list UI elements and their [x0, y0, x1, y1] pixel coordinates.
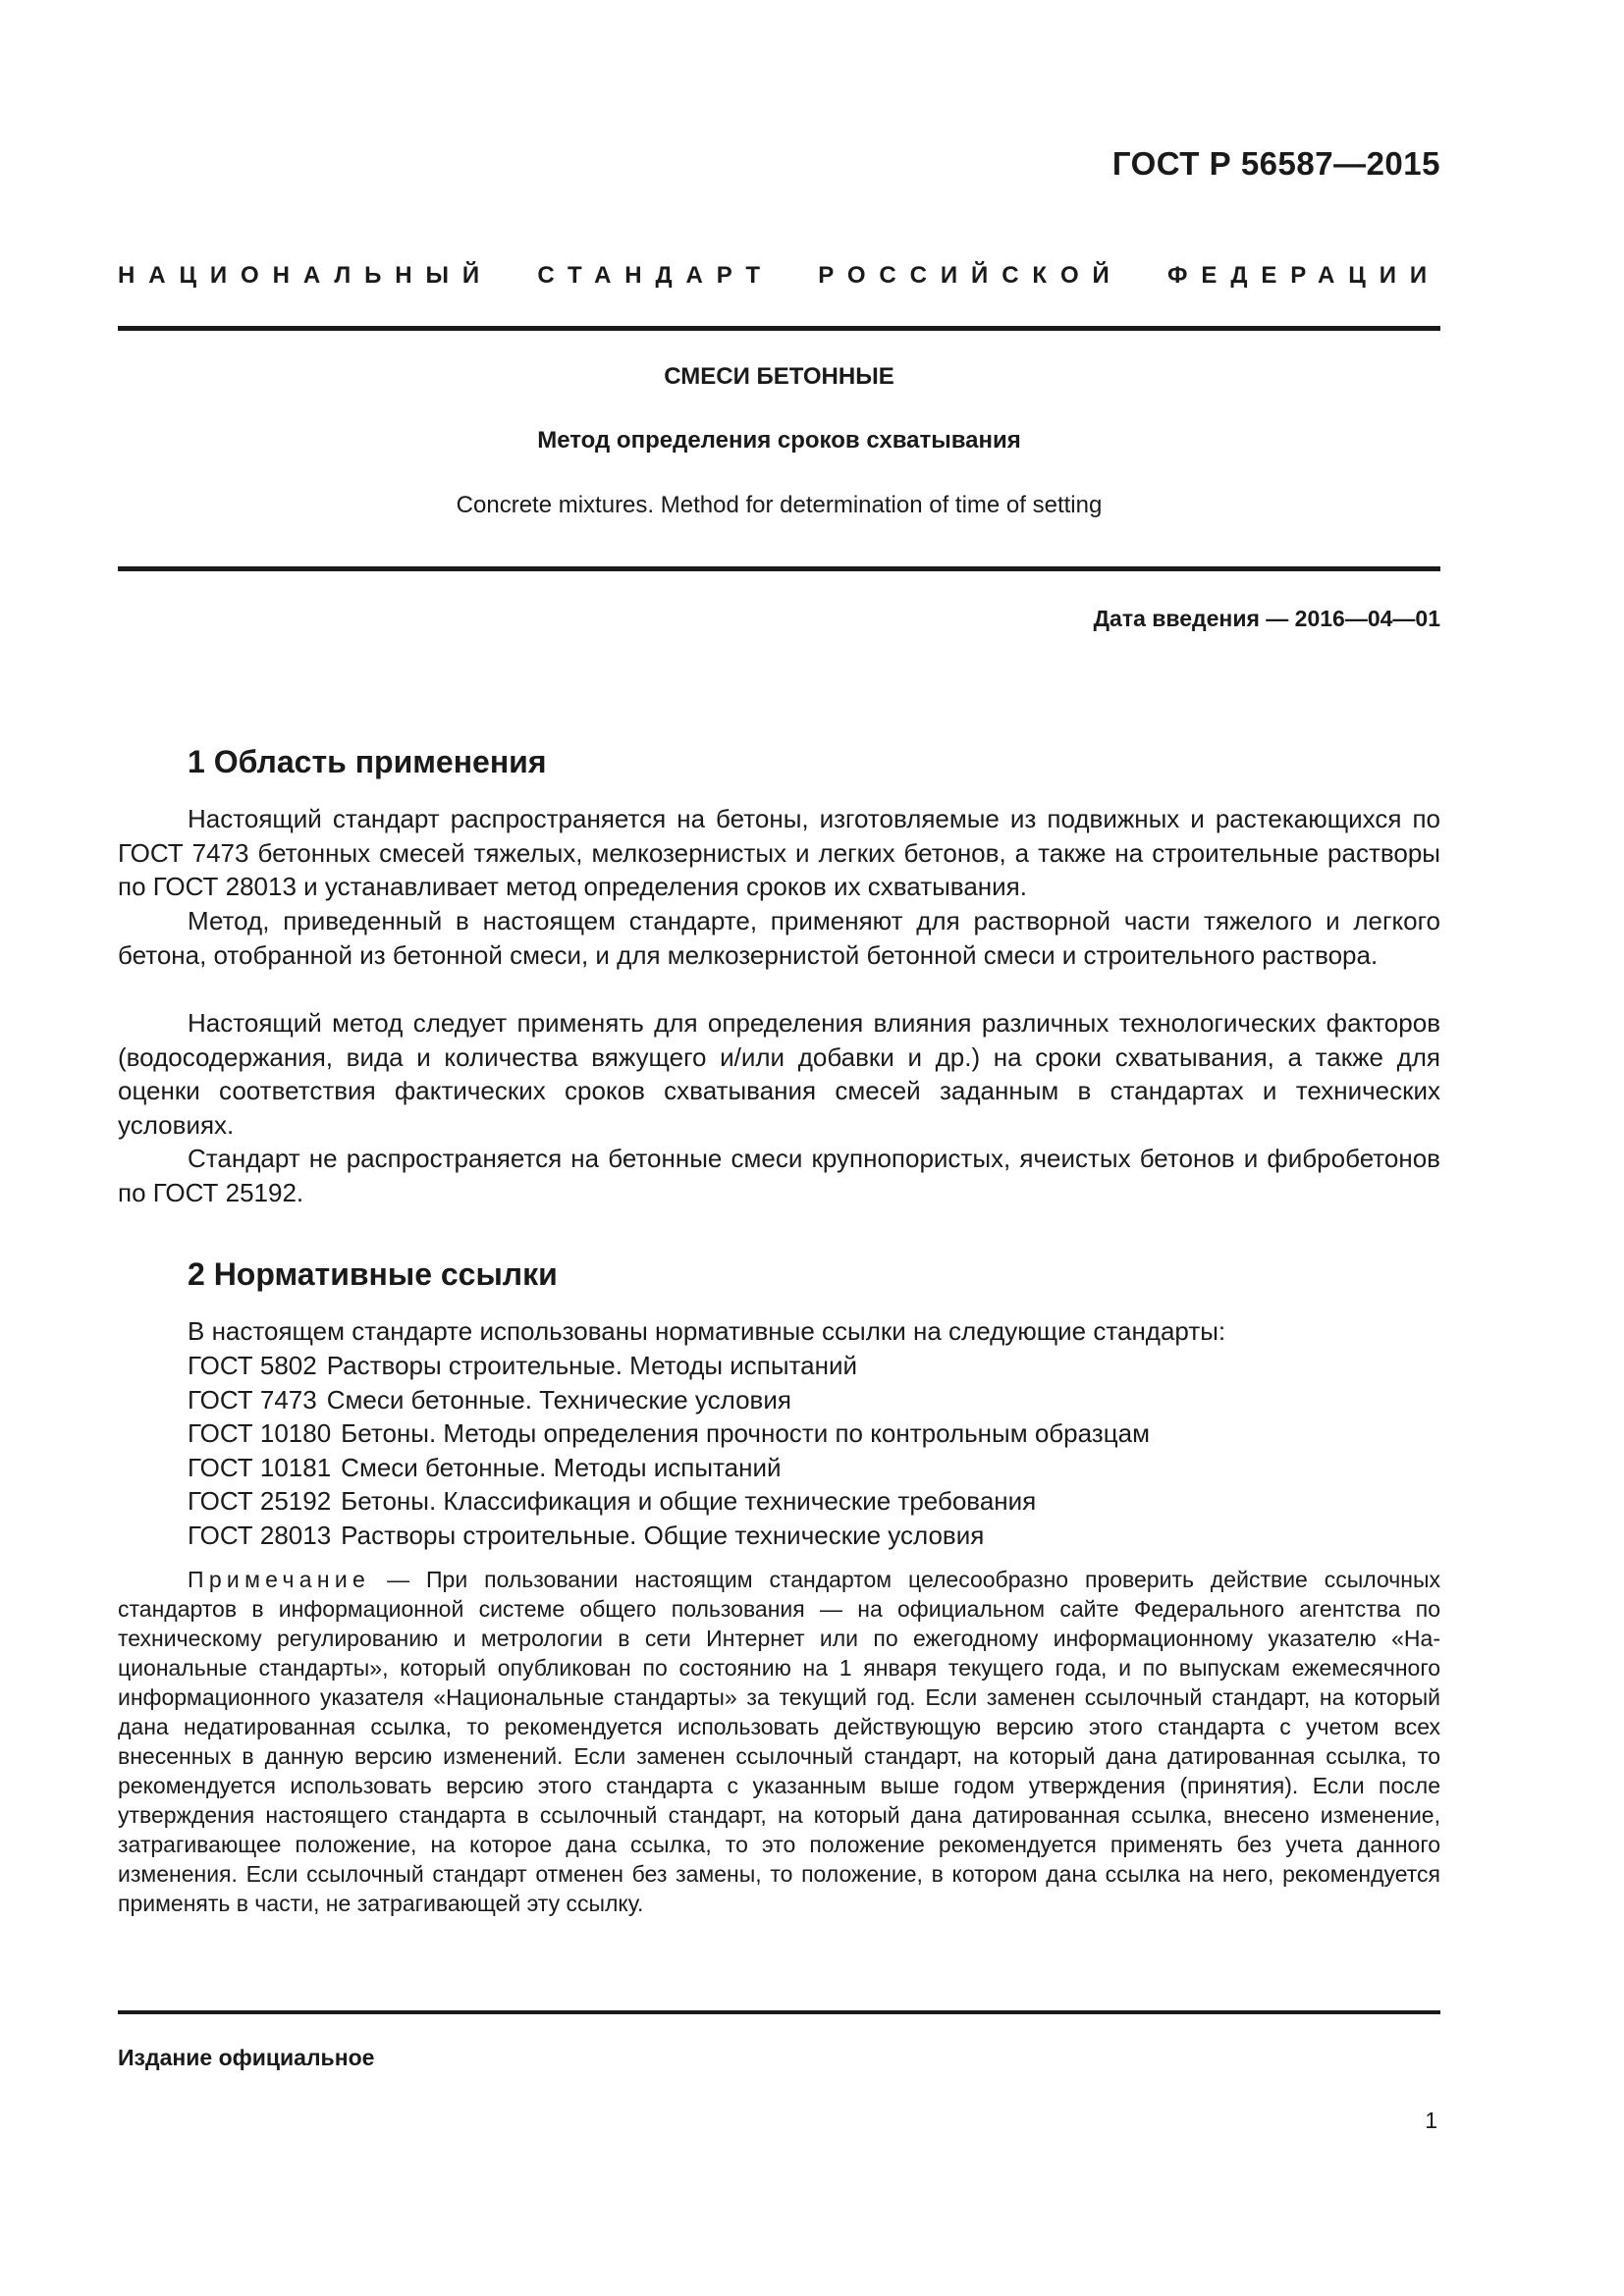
reference-item	[188, 1416, 1150, 1451]
reference-title: Смеси бетонные. Технические условия	[326, 1384, 791, 1415]
reference-code: ГОСТ 10181	[188, 1452, 332, 1482]
section-1-paragraph: Настоящий стандарт распространяется на бетоны, изготовляемые из подвижных и растекающихся по ГОСТ 7473 бетонных смесей тяжелых, мелкозернистых и легких бетонов, а также на строительные растворы по ГОСТ 28013 и устанавливает метод определения сроков их схватывания.	[118, 804, 1440, 902]
reference-code: ГОСТ 28013	[188, 1520, 332, 1550]
note-text: — При пользовании настоящим стандартом целесообразно проверить действие ссылочных стандартов в информационной системе общего пользования — на официальном сайте Федерального агентства по техническому регулированию и метрологии в сети Интернет или по ежегодному информационному указателю «Национальные стандарты», который опубликован по состоянию на 1 января текущего года, и по выпускам ежемесячного информационного указателя «Национальные стандарты» за текущий год. Если заменен ссылочный стандарт, на который дана недатированная ссылка, то рекомендуется использовать действующую версию этого стандарта с учетом всех внесенных в данную версию изменений. Если заменен ссылочный стандарт, на который дана датированная ссылка, то рекомендуется использовать версию этого стандарта с указанным выше годом утверждения (принятия). Если после утверждения настоящего стандарта в ссылочный стандарт, на который дана датированная ссылка, внесено изменение, затрагивающее положение, на которое дана ссылка, то это положение рекомендуется применять без учета данного изменения. Если ссылочный стандарт отменен без замены, то положение, в котором дана ссылка на него, рекомендуется применять в части, не затрагивающей эту ссылку.	[118, 1567, 1440, 1916]
english-title: Concrete mixtures. Method for determination of time of setting	[456, 492, 1103, 518]
references-intro: В настоящем стандарте использованы нормативные ссылки на следующие стандарты:	[188, 1316, 1226, 1346]
reference-item	[188, 1349, 1150, 1383]
reference-title: Растворы строительные. Методы испытаний	[326, 1351, 858, 1380]
section-1-heading: 1 Область применения	[188, 744, 547, 779]
document-title: СМЕСИ БЕТОННЫЕ	[664, 363, 894, 390]
section-1-paragraph: Стандарт не распространяется на бетонные смеси крупнопористых, ячеистых бетонов и фибробетонов по ГОСТ 25192.	[118, 1144, 1440, 1207]
national-standard-banner: НАЦИОНАЛЬНЫЙ СТАНДАРТ РОССИЙСКОЙ ФЕДЕРАЦИИ	[118, 262, 1440, 289]
reference-title: Бетоны. Методы определения прочности по контрольным образцам	[341, 1418, 1150, 1449]
reference-item	[188, 1451, 1150, 1485]
section-2-heading: 2 Нормативные ссылки	[188, 1256, 558, 1292]
document-subtitle: Метод определения сроков схватывания	[537, 427, 1021, 454]
official-edition-label: Издание официальное	[118, 2045, 375, 2070]
reference-code: ГОСТ 5802	[188, 1351, 317, 1380]
page-number: 1	[1425, 2108, 1437, 2133]
reference-code: ГОСТ 7473	[188, 1384, 317, 1415]
reference-item	[188, 1519, 1150, 1553]
title-divider	[118, 566, 1440, 571]
reference-title: Бетоны. Классификация и общие технические требования	[341, 1486, 1037, 1517]
section-1-paragraph: Настоящий метод следует применять для определения влияния различных технологических факторов (водосодержания, вида и количества вяжущего и/или добавки и др.) на сроки схватывания, а также для оценки соответствия фактических сроков схватывания смесей заданным в стандартах и технических условиях.	[118, 1008, 1440, 1140]
introduction-date: Дата введения — 2016—04—01	[1093, 606, 1440, 631]
reference-code: ГОСТ 25192	[188, 1486, 332, 1517]
footer-divider	[118, 2010, 1440, 2014]
reference-code: ГОСТ 10180	[188, 1418, 332, 1449]
document-number: ГОСТ Р 56587—2015	[1111, 145, 1440, 182]
top-divider	[118, 326, 1440, 331]
section-1-paragraph: Метод, приведенный в настоящем стандарте, применяют для растворной части тяжелого и легкого бетона, отобранной из бетонной смеси, и для мелкозернистой бетонной смеси и строительного раствора.	[118, 906, 1440, 970]
reference-note	[118, 1565, 1440, 1918]
reference-item	[188, 1484, 1150, 1519]
reference-title: Растворы строительные. Общие технические условия	[341, 1520, 985, 1550]
reference-title: Смеси бетонные. Методы испытаний	[341, 1452, 782, 1482]
reference-item	[188, 1383, 1150, 1417]
note-label: Примечание	[188, 1567, 371, 1592]
reference-list	[188, 1349, 1150, 1553]
